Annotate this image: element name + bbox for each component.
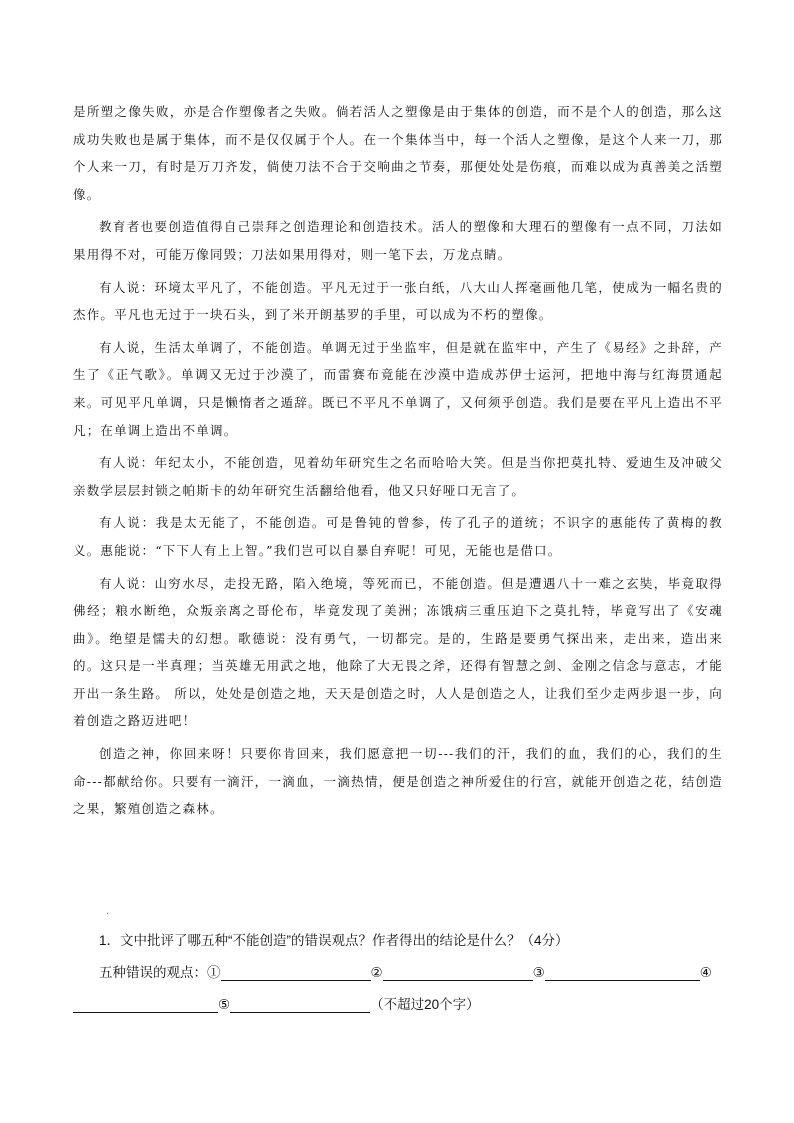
question-section	[73, 925, 723, 1021]
paragraph-3: 有人说：环境太平凡了，不能创造。平凡无过于一张白纸，八大山人挥毫画他几笔，使成为一幅名贵的杰作。平凡也无过于一块石头，到了米开朗基罗的手里，可以成为不朽的塑像。	[73, 279, 723, 323]
paragraph-7: 有人说：山穷水尽，走投无路，陷入绝境，等死而已，不能创造。但是遭遇八十一难之玄奘，毕竟取得佛经；粮水断绝，众叛亲离之哥伦布，毕竟发现了美洲；冻饿病三重压迫下之莫扎特，毕竟写出了《安魂曲》。绝望是懦夫的幻想。歌德说：没有勇气，一切都完。是的，生路是要勇气探出来，走出来，造出来的。这只是一半真理；当英雄无用武之地，他除了大无畏之斧，还得有智慧之剑、金刚之信念与意志，才能开出一条生路。 所以，处处是创造之地，天天是创造之时，人人是创造之人，让我们至少走两步退一步，向着创造之路迈进吧！	[73, 575, 723, 729]
word-limit-note: （不超过20个字）	[370, 997, 480, 1012]
marker-2: ②	[370, 965, 383, 980]
reading-passage	[73, 98, 723, 828]
paragraph-2: 教育者也要创造值得自己崇拜之创造理论和创造技术。活人的塑像和大理石的塑像有一点不同，刀法如果用得不对，可能万像同毁；刀法如果用得对，则一笔下去，万龙点睛。	[73, 219, 723, 262]
answer-line-1	[73, 957, 723, 989]
question-1-title: 1．文中批评了哪五种“不能创造”的错误观点？作者得出的结论是什么？（4分）	[99, 933, 569, 948]
answer-line-2	[73, 989, 723, 1021]
marker-4: ④	[699, 965, 712, 980]
paragraph-8: 创造之神，你回来呀！只要你肯回来，我们愿意把一切---我们的汗，我们的血，我们的心，我们的生命---都献给你。只要有一滴汗，一滴血，一滴热情，便是创造之神所爱住的行宫，就能开创造之花，结创造之果，繁殖创造之森林。	[73, 746, 723, 817]
answer-blank-4[interactable]	[73, 996, 218, 1013]
answer-blank-5[interactable]	[230, 996, 370, 1013]
marker-5: ⑤	[218, 997, 231, 1012]
marker-1: ①	[207, 965, 221, 980]
paragraph-4: 有人说，生活太单调了，不能创造。单调无过于坐监牢，但是就在监牢中，产生了《易经》之卦辞，产生了《正气歌》。单调又无过于沙漠了，而雷赛布竟能在沙漠中造成苏伊士运河，把地中海与红海贯通起来。可见平凡单调，只是懒惰者之遁辞。既已不平凡不单调了，又何须乎创造。我们是要在平凡上造出不平凡；在单调上造出不单调。	[73, 339, 723, 438]
paragraph-5: 有人说：年纪太小，不能创造，见着幼年研究生之名而哈哈大笑。但是当你把莫扎特、爱迪生及冲破父亲数学层层封锁之帕斯卡的幼年研究生活翻给他看，他又只好哑口无言了。	[73, 455, 723, 498]
paragraph-1: 是所塑之像失败，亦是合作塑像者之失败。倘若活人之塑像是由于集体的创造，而不是个人的创造，那么这成功失败也是属于集体，而不是仅仅属于个人。在一个集体当中，每一个活人之塑像，是这个人来一刀，那个人来一刀，有时是万刀齐发，倘使刀法不合于交响曲之节奏，那便处处是伤痕，而难以成为真善美之活塑像。	[73, 104, 723, 202]
marker-3: ③	[532, 965, 545, 980]
answer-blank-3[interactable]	[545, 964, 700, 981]
stray-mark: .	[106, 906, 110, 917]
paragraph-6: 有人说：我是太无能了，不能创造。可是鲁钝的曾参，传了孔子的道统；不识字的惠能传了黄梅的教义。惠能说：“下下人有上上智。”我们岂可以自暴自弃呢！可见，无能也是借口。	[73, 515, 723, 558]
answer-blank-1[interactable]	[221, 964, 371, 981]
answer-label: 五种错误的观点：	[99, 965, 207, 980]
answer-blank-2[interactable]	[383, 964, 533, 981]
